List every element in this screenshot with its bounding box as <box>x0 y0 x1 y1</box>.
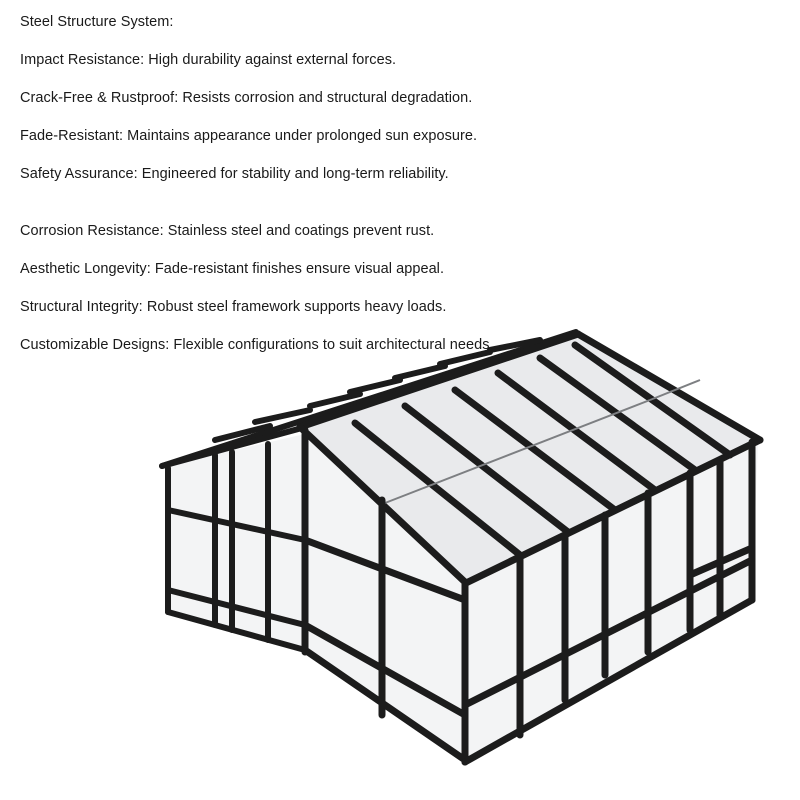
feature-structural-integrity: Structural Integrity: Robust steel framework supports heavy loads. <box>20 299 447 315</box>
feature-crack-free-rustproof: Crack-Free & Rustproof: Resists corrosion and structural degradation. <box>20 90 473 106</box>
feature-heading: Steel Structure System: <box>20 14 174 30</box>
feature-corrosion-resistance: Corrosion Resistance: Stainless steel and coatings prevent rust. <box>20 223 435 239</box>
feature-impact-resistance: Impact Resistance: High durability against external forces. <box>20 52 397 68</box>
feature-safety-assurance: Safety Assurance: Engineered for stability and long-term reliability. <box>20 166 449 182</box>
feature-fade-resistant: Fade-Resistant: Maintains appearance under prolonged sun exposure. <box>20 128 478 144</box>
feature-customizable-designs: Customizable Designs: Flexible configurations to suit architectural needs. <box>20 337 494 353</box>
feature-aesthetic-longevity: Aesthetic Longevity: Fade-resistant finishes ensure visual appeal. <box>20 261 445 277</box>
